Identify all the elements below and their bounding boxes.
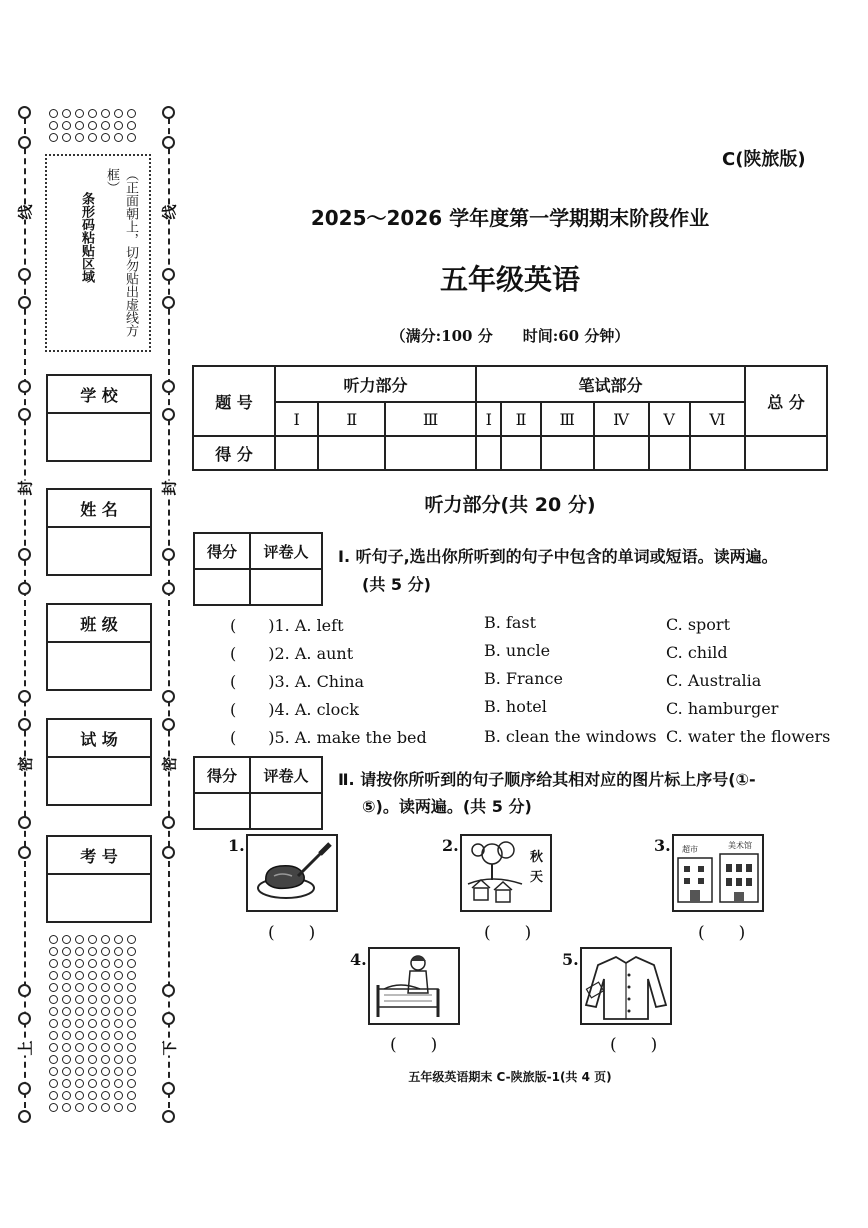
- decorative-dot: [114, 1067, 123, 1076]
- item-option-b: B. fast: [484, 613, 537, 632]
- grader-name-cell[interactable]: [250, 793, 322, 829]
- grader-box-2: [193, 756, 323, 830]
- written-part: Ⅲ: [541, 402, 594, 436]
- score-row-label: 得 分: [193, 436, 275, 470]
- item-option-a[interactable]: ( )3. A. China: [230, 672, 365, 691]
- answer-paren[interactable]: ( ): [698, 923, 746, 943]
- exam-number-field[interactable]: [46, 835, 152, 923]
- part1-points: (共 5 分): [362, 575, 431, 594]
- decorative-dot: [101, 1031, 110, 1040]
- decorative-dot: [127, 995, 136, 1004]
- item-option-b: B. France: [484, 669, 563, 688]
- barcode-note: （正面朝上，切勿贴出虚线方框）: [104, 168, 138, 337]
- decorative-dot: [127, 109, 136, 118]
- decorative-dot: [62, 1091, 71, 1100]
- decorative-dot: [49, 1031, 58, 1040]
- decorative-dot: [49, 1091, 58, 1100]
- answer-paren[interactable]: ( ): [484, 923, 532, 943]
- item-option-a[interactable]: ( )5. A. make the bed: [230, 728, 427, 747]
- page-title: 五年级英语: [439, 263, 580, 296]
- decorative-dot: [101, 109, 110, 118]
- decorative-dot: [62, 1055, 71, 1064]
- decorative-dot: [49, 971, 58, 980]
- decorative-dot: [49, 1007, 58, 1016]
- item-option-a[interactable]: ( )4. A. clock: [230, 700, 359, 719]
- side-char-mi-right: 密: [160, 756, 179, 772]
- decorative-dot: [114, 1055, 123, 1064]
- make-bed-icon: [370, 949, 458, 1023]
- decorative-dot: [127, 971, 136, 980]
- item-option-b: B. uncle: [484, 641, 551, 660]
- decorative-dot: [49, 109, 58, 118]
- art-museum-sign: 美术馆: [728, 841, 752, 850]
- picture-label: 3.: [654, 836, 671, 855]
- section-title: 听力部分(共 20 分): [424, 494, 596, 516]
- item-option-b: B. clean the windows: [484, 727, 657, 746]
- decorative-dot: [101, 1067, 110, 1076]
- class-label: 班 级: [48, 605, 150, 643]
- picture-label: 2.: [442, 836, 459, 855]
- listening-part: Ⅰ: [275, 402, 318, 436]
- decorative-dot: [101, 121, 110, 130]
- decorative-dot: [62, 947, 71, 956]
- steak-icon: [248, 836, 336, 910]
- decorative-dot: [75, 1091, 84, 1100]
- item-option-b: B. hotel: [484, 697, 547, 716]
- total-header: 总 分: [745, 366, 827, 436]
- decorative-dot: [88, 959, 97, 968]
- decorative-dot: [75, 1103, 84, 1112]
- written-part: Ⅰ: [476, 402, 501, 436]
- decorative-dot: [62, 1019, 71, 1028]
- decorative-dot: [75, 1079, 84, 1088]
- decorative-dot: [49, 935, 58, 944]
- decorative-dot: [75, 935, 84, 944]
- decorative-dot: [49, 1103, 58, 1112]
- picture-1: [246, 834, 338, 912]
- shirt-icon: [582, 949, 670, 1023]
- listening-part: Ⅱ: [318, 402, 385, 436]
- decorative-dot: [114, 1091, 123, 1100]
- decorative-dot: [127, 1067, 136, 1076]
- exam-room-label: 试 场: [48, 720, 150, 758]
- decorative-dot: [88, 1103, 97, 1112]
- decorative-dot: [75, 1031, 84, 1040]
- score-cell[interactable]: [594, 436, 649, 470]
- item-option-c: C. water the flowers: [666, 727, 831, 746]
- decorative-dot: [114, 1007, 123, 1016]
- barcode-area: [45, 154, 151, 352]
- side-char-shang: 上: [16, 1040, 35, 1056]
- score-cell[interactable]: [385, 436, 476, 470]
- decorative-dot: [88, 983, 97, 992]
- side-char-feng-right: 封: [160, 480, 179, 496]
- school-blank[interactable]: [48, 414, 150, 460]
- part2-instruction-cont: ⑤)。读两遍。(共 5 分): [362, 797, 532, 816]
- decorative-dot: [49, 959, 58, 968]
- side-char-mi: 密: [16, 756, 35, 772]
- decorative-dot: [62, 1079, 71, 1088]
- decorative-dot: [62, 1067, 71, 1076]
- decorative-dot: [62, 1007, 71, 1016]
- decorative-dot: [49, 1079, 58, 1088]
- written-part: Ⅵ: [690, 402, 745, 436]
- decorative-dot: [75, 121, 84, 130]
- class-blank[interactable]: [48, 643, 150, 689]
- grader-box-1: [193, 532, 323, 606]
- decorative-dot: [101, 959, 110, 968]
- decorative-dot: [62, 133, 71, 142]
- decorative-dot: [75, 1043, 84, 1052]
- decorative-dot: [101, 971, 110, 980]
- decorative-dot: [88, 1019, 97, 1028]
- decorative-dot: [127, 1055, 136, 1064]
- decorative-dot: [75, 971, 84, 980]
- decorative-dot: [75, 1055, 84, 1064]
- written-header: 笔试部分: [476, 366, 745, 402]
- decorative-dot: [127, 1019, 136, 1028]
- decorative-dot: [88, 971, 97, 980]
- decorative-dot: [88, 1043, 97, 1052]
- grader-score-label: 得分: [194, 757, 250, 793]
- cut-line-right: [168, 108, 170, 1118]
- grader-score-cell[interactable]: [194, 569, 250, 605]
- score-cell[interactable]: [318, 436, 385, 470]
- decorative-dot: [101, 1091, 110, 1100]
- decorative-dot: [75, 1067, 84, 1076]
- decorative-dot: [114, 1079, 123, 1088]
- listening-header: 听力部分: [275, 366, 476, 402]
- written-part: Ⅳ: [594, 402, 649, 436]
- part1-instruction: Ⅰ. 听句子,选出你所听到的句子中包含的单词或短语。读两遍。: [338, 547, 778, 566]
- picture-label: 5.: [562, 950, 579, 969]
- decorative-dot: [127, 959, 136, 968]
- item-option-a[interactable]: ( )1. A. left: [230, 616, 344, 635]
- side-char-xian-right: 线: [160, 204, 179, 220]
- picture-5: [580, 947, 672, 1025]
- side-char-xia: 下: [160, 1040, 179, 1056]
- decorative-dot: [127, 1079, 136, 1088]
- decorative-dot: [62, 1103, 71, 1112]
- decorative-dot: [114, 1103, 123, 1112]
- decorative-dot: [88, 995, 97, 1004]
- picture-label: 4.: [350, 950, 367, 969]
- decorative-dot: [114, 1031, 123, 1040]
- decorative-dot: [49, 133, 58, 142]
- decorative-dot: [127, 1007, 136, 1016]
- part2-instruction: Ⅱ. 请按你所听到的句子顺序给其相对应的图片标上序号(①-: [338, 770, 756, 789]
- decorative-dot: [62, 1043, 71, 1052]
- item-option-a[interactable]: ( )2. A. aunt: [230, 644, 354, 663]
- decorative-dot: [88, 1091, 97, 1100]
- written-part: Ⅴ: [649, 402, 690, 436]
- decorative-dot: [88, 1055, 97, 1064]
- decorative-dot: [127, 935, 136, 944]
- decorative-dot: [101, 1103, 110, 1112]
- decorative-dot: [101, 983, 110, 992]
- answer-paren[interactable]: ( ): [610, 1035, 658, 1055]
- edition-label: C(陕旅版): [722, 149, 806, 170]
- decorative-dot: [49, 995, 58, 1004]
- decorative-dot: [75, 109, 84, 118]
- decorative-dot: [101, 947, 110, 956]
- decorative-dot: [114, 1019, 123, 1028]
- decorative-dot: [101, 1007, 110, 1016]
- decorative-dot: [114, 109, 123, 118]
- cut-line-left: [24, 108, 26, 1118]
- decorative-dot: [88, 109, 97, 118]
- listening-part: Ⅲ: [385, 402, 476, 436]
- exam-room-blank[interactable]: [48, 758, 150, 804]
- score-cell[interactable]: [476, 436, 501, 470]
- decorative-dot: [114, 959, 123, 968]
- school-label: 学 校: [48, 376, 150, 414]
- decorative-dot: [62, 1031, 71, 1040]
- exam-room-field[interactable]: [46, 718, 152, 806]
- decorative-dot: [62, 935, 71, 944]
- total-score-cell[interactable]: [745, 436, 827, 470]
- decorative-dot: [75, 995, 84, 1004]
- decorative-dot: [127, 1031, 136, 1040]
- written-part: Ⅱ: [501, 402, 540, 436]
- item-option-c: C. child: [666, 643, 728, 662]
- decorative-dot: [114, 133, 123, 142]
- decorative-dot: [75, 1019, 84, 1028]
- decorative-dot: [49, 983, 58, 992]
- picture-2: [460, 834, 552, 912]
- item-option-c: C. hamburger: [666, 699, 779, 718]
- picture-label: 1.: [228, 836, 245, 855]
- decorative-dot: [62, 959, 71, 968]
- score-cell[interactable]: [649, 436, 690, 470]
- decorative-dot: [114, 121, 123, 130]
- decorative-dot: [88, 1079, 97, 1088]
- decorative-dot: [62, 971, 71, 980]
- grader-name-label: 评卷人: [250, 757, 322, 793]
- item-option-c: C. Australia: [666, 671, 762, 690]
- dot-pattern-top: [48, 108, 139, 144]
- decorative-dot: [75, 133, 84, 142]
- school-field[interactable]: [46, 374, 152, 462]
- decorative-dot: [101, 1079, 110, 1088]
- score-cell[interactable]: [541, 436, 594, 470]
- barcode-label: 条形码粘贴区域: [79, 192, 94, 283]
- grader-name-cell[interactable]: [250, 569, 322, 605]
- decorative-dot: [127, 1103, 136, 1112]
- decorative-dot: [49, 947, 58, 956]
- decorative-dot: [101, 935, 110, 944]
- decorative-dot: [114, 1043, 123, 1052]
- decorative-dot: [62, 109, 71, 118]
- picture-4: [368, 947, 460, 1025]
- page-footer: 五年级英语期末 C-陕旅版-1(共 4 页): [408, 1070, 612, 1084]
- decorative-dot: [114, 983, 123, 992]
- decorative-dot: [114, 995, 123, 1004]
- term-title: 2025～2026 学年度第一学期期末阶段作业: [310, 206, 710, 230]
- decorative-dot: [75, 959, 84, 968]
- decorative-dot: [127, 983, 136, 992]
- item-option-c: C. sport: [666, 615, 731, 634]
- grader-score-label: 得分: [194, 533, 250, 569]
- decorative-dot: [75, 1007, 84, 1016]
- answer-paren[interactable]: ( ): [390, 1035, 438, 1055]
- name-field[interactable]: [46, 488, 152, 576]
- decorative-dot: [49, 1067, 58, 1076]
- name-blank[interactable]: [48, 528, 150, 574]
- exam-number-blank[interactable]: [48, 875, 150, 921]
- supermarket-sign: 超市: [682, 845, 698, 854]
- picture-3: [672, 834, 764, 912]
- decorative-dot: [114, 947, 123, 956]
- dot-pattern-bottom: [48, 934, 139, 1114]
- decorative-dot: [88, 1007, 97, 1016]
- decorative-dot: [127, 1091, 136, 1100]
- decorative-dot: [127, 947, 136, 956]
- answer-paren[interactable]: ( ): [268, 923, 316, 943]
- side-char-feng: 封: [16, 480, 35, 496]
- decorative-dot: [49, 121, 58, 130]
- score-cell[interactable]: [275, 436, 318, 470]
- score-table: [192, 365, 828, 471]
- decorative-dot: [101, 133, 110, 142]
- decorative-dot: [49, 1043, 58, 1052]
- decorative-dot: [88, 947, 97, 956]
- grader-name-label: 评卷人: [250, 533, 322, 569]
- decorative-dot: [88, 1031, 97, 1040]
- decorative-dot: [101, 1019, 110, 1028]
- decorative-dot: [88, 121, 97, 130]
- decorative-dot: [101, 1043, 110, 1052]
- class-field[interactable]: [46, 603, 152, 691]
- decorative-dot: [62, 995, 71, 1004]
- exam-meta: （满分:100 分 时间:60 分钟）: [390, 327, 630, 345]
- side-char-xian: 线: [16, 204, 35, 220]
- grader-score-cell[interactable]: [194, 793, 250, 829]
- decorative-dot: [75, 983, 84, 992]
- exam-number-label: 考 号: [48, 837, 150, 875]
- name-label: 姓 名: [48, 490, 150, 528]
- decorative-dot: [114, 971, 123, 980]
- decorative-dot: [75, 947, 84, 956]
- decorative-dot: [101, 995, 110, 1004]
- decorative-dot: [127, 121, 136, 130]
- question-number-header: 题 号: [193, 366, 275, 436]
- decorative-dot: [88, 133, 97, 142]
- decorative-dot: [49, 1055, 58, 1064]
- decorative-dot: [62, 121, 71, 130]
- score-cell[interactable]: [690, 436, 745, 470]
- decorative-dot: [62, 983, 71, 992]
- decorative-dot: [49, 1019, 58, 1028]
- decorative-dot: [88, 935, 97, 944]
- decorative-dot: [127, 1043, 136, 1052]
- score-cell[interactable]: [501, 436, 540, 470]
- decorative-dot: [127, 133, 136, 142]
- decorative-dot: [101, 1055, 110, 1064]
- decorative-dot: [114, 935, 123, 944]
- decorative-dot: [88, 1067, 97, 1076]
- autumn-text: 秋天: [530, 850, 544, 885]
